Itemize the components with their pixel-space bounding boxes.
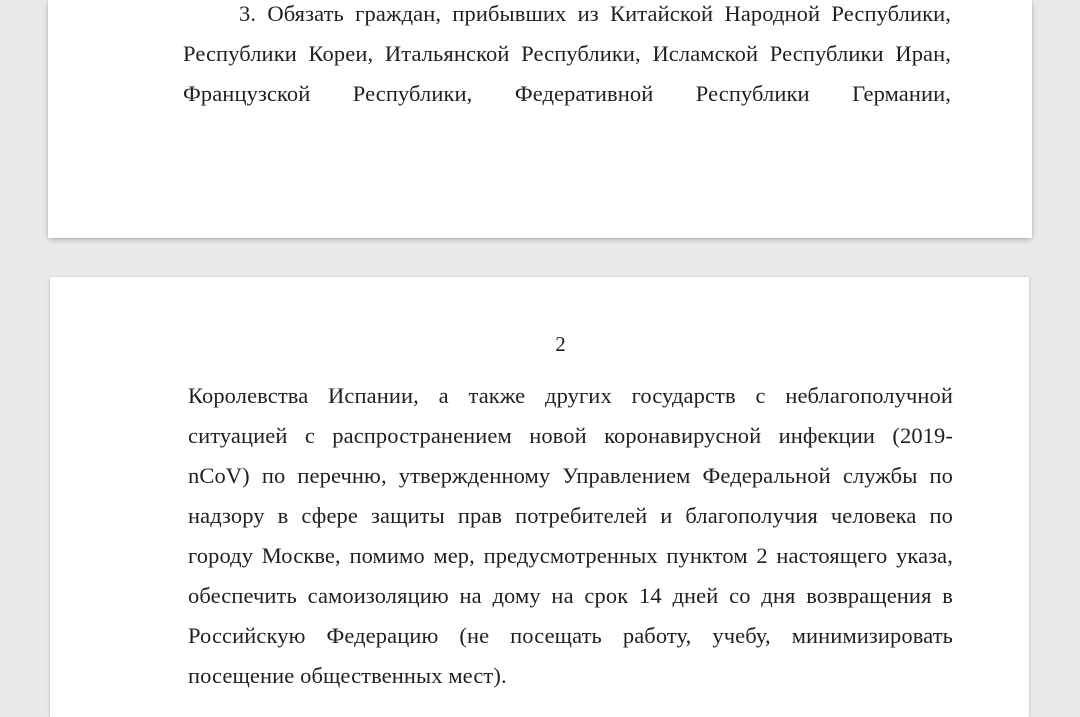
page-1-text: [183, 0, 951, 114]
text-line: городу Москве, помимо мер, предусмотренных пунктом 2 настоящего указа,: [188, 543, 953, 568]
text-line: nCoV) по перечню, утвержденному Управлением Федеральной службы по: [188, 463, 953, 488]
text-line: ситуацией с распространением новой коронавирусной инфекции (2019-: [188, 423, 953, 448]
text-line: надзору в сфере защиты прав потребителей и благополучия человека по: [188, 503, 953, 528]
text-line: Французской Республики, Федеративной Республики Германии,: [183, 81, 951, 106]
text-line: Российскую Федерацию (не посещать работу, учебу, минимизировать: [188, 623, 953, 648]
page-number: 2: [555, 332, 566, 356]
page-2-text: [188, 376, 953, 696]
document-page-1: [48, 0, 1032, 238]
viewer-edge-shade: [1056, 0, 1080, 703]
text-line: 3. Обязать граждан, прибывших из Китайской Народной Республики,: [239, 1, 951, 26]
document-page-2: [50, 277, 1029, 717]
text-line: Республики Кореи, Итальянской Республики, Исламской Республики Иран,: [183, 41, 951, 66]
text-line: Королевства Испании, а также других государств с неблагополучной: [188, 383, 953, 408]
text-line: посещение общественных мест).: [188, 663, 507, 688]
text-line: обеспечить самоизоляцию на дому на срок 14 дней со дня возвращения в: [188, 583, 953, 608]
